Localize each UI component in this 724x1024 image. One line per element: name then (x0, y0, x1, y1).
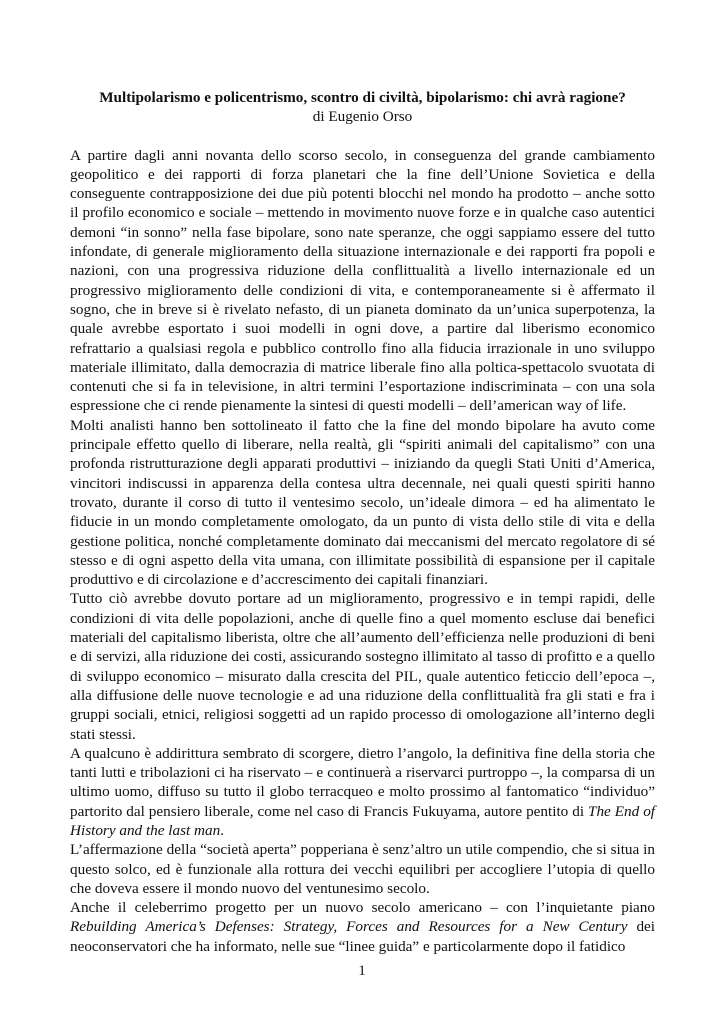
paragraph (70, 589, 655, 743)
paragraph (70, 898, 655, 956)
page-number: 1 (358, 963, 366, 979)
paragraph (70, 416, 655, 590)
paragraph-text: . (220, 821, 224, 839)
plan-title: Rebuilding America’s Defenses: Strategy, Forces and Resources for a New Century (70, 918, 628, 936)
paragraph-text: Tutto ciò avrebbe dovuto portare ad un miglioramento, progressivo e in tempi rapidi, delle condizioni di vita delle popolazioni, anche di quelle fino a quel momento escluse dai benefici materiali del capitalismo liberista, oltre che all’aumento dell’efficienza nelle produzioni di beni e di servizi, alla riduzione dei costi, assicurando sostegno illimitato al tasso di profitto e a quello di sviluppo economico – misurato dalla crescita del PIL, quale autentico feticcio dell’epoca –, alla diffusione delle nuove tecnologie e ad una riduzione della conflittualità fra gli stati e fra i gruppi sociali, etnici, religiosi soggetti ad un rapido processo di omologazione all’interno degli stati stessi. (70, 590, 655, 743)
paragraph-text: Molti analisti hanno ben sottolineato il fatto che la fine del mondo bipolare ha avuto come principale effetto quello di liberare, nella realtà, gli “spiriti animali del capitalismo” con una profonda ristrutturazione degli apparati produttivi – iniziando da quegli Stati Uniti d’America, vincitori indiscussi in apparenza della contesa ultra decennale, nei quali questi spiriti hanno trovato, durante il corso di tutto il ventesimo secolo, un’ideale dimora – ed ha alimentato le fiducie in un mondo completamente omologato, da un punto di vista dello stile di vita e della gestione politica, nonché completamente dominato dai meccanismi del mercato regolatore di sé stesso e di ogni aspetto della vita umana, con illimitate possibilità di espansione per il capitale produttivo e di circolazione e d’accrescimento dei capitali finanziari. (70, 416, 655, 589)
paragraph (70, 744, 655, 840)
book-title: The End of History and the last man (70, 802, 656, 839)
paragraph-text: dei neoconservatori che ha informato, nelle sue “linee guida” e particolarmente dopo il fatidico (70, 918, 655, 955)
paragraph-text: L’affermazione della “società aperta” popperiana è senz’altro un utile compendio, che si situa in questo solco, ed è funzionale alla rottura dei vecchi equilibri per accogliere l’utopia di quello che doveva essere il mondo nuovo del ventunesimo secolo. (70, 841, 655, 897)
paragraph (70, 146, 655, 416)
document-author: di Eugenio Orso (312, 108, 413, 126)
document-title: Multipolarismo e policentrismo, scontro di civiltà, bipolarismo: chi avrà ragione? (99, 89, 626, 106)
paragraph (70, 840, 655, 898)
document-page (70, 88, 655, 956)
paragraph-text: A partire dagli anni novanta dello scorso secolo, in conseguenza del grande cambiamento geopolitico e dei rapporti di forza planetari che la fine dell’Unione Sovietica e della conseguente contrapposizione dei due più potenti blocchi nel mondo ha prodotto – anche sotto il profilo economico e sociale – mettendo in movimento nuove forze e in qualche caso autentici demoni “in sonno” nella fase bipolare, sono nate speranze, che oggi sappiamo essere del tutto infondate, di generale miglioramento della situazione internazionale e dei rapporti fra popoli e nazioni, con una progressiva riduzione della conflittualità a livello internazionale ed un progressivo miglioramento delle condizioni di vita, e contemporaneamente si è affermato il sogno, che in breve si è rivelato nefasto, di un pianeta dominato da un’unica superpotenza, la quale avrebbe esportato i suoi modelli in ogni dove, a partire dal liberismo economico refrattario a qualsiasi regola e pubblico controllo fino alla fiducia irrazionale in uno sviluppo materiale illimitato, dalla democrazia di matrice liberale fino alla poltica-spettacolo svuotata di contenuti che si fa in televisione, in altri termini l’esportazione indiscriminata – con una sola espressione che ci rende pienamente la sintesi di questi modelli – dell’american way of life. (70, 146, 655, 415)
paragraph-text: A qualcuno è addirittura sembrato di scorgere, dietro l’angolo, la definitiva fine della storia che tanti lutti e tribolazioni ci ha riservato – e continuerà a riservarci purtroppo –, la comparsa di un ultimo uomo, diffuso su tutto il globo terracqueo e molto prossimo al fantomatico “individuo” partorito dal pensiero liberale, come nel caso di Francis Fukuyama, autore pentito di (70, 744, 655, 820)
paragraph-text: Anche il celeberrimo progetto per un nuovo secolo americano – con l’inquietante piano (70, 899, 655, 917)
